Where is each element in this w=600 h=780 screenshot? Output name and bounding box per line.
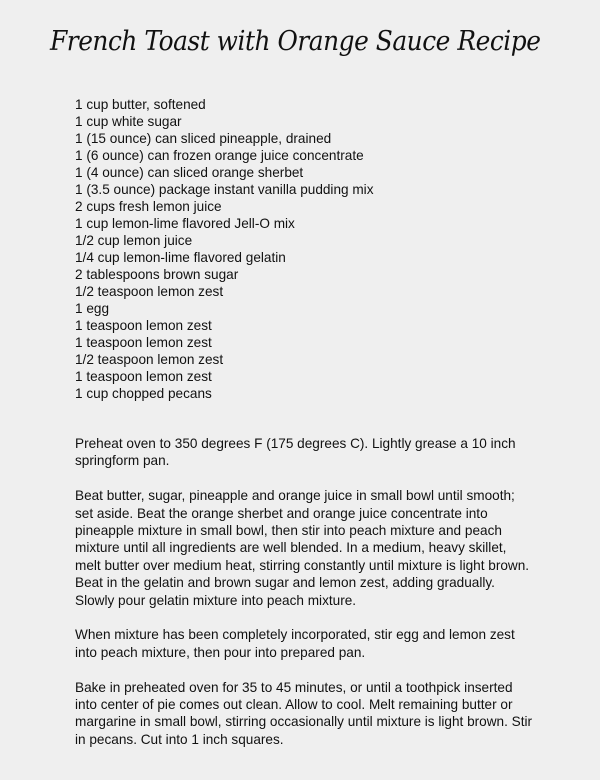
direction-step: Beat butter, sugar, pineapple and orange juice in small bowl until smooth; set aside. Beat the orange sherbet and orange juice concentrate into pineapple mixture in small bowl, then stir into peach mixture and peach mixture until all ingredients are well blended. In a medium, heavy skillet, melt butter over medium heat, stirring constantly until mixture is light brown. Beat in the gelatin and brown sugar and lemon zest, adding gradually. Slowly pour gelatin mixture into peach mixture.: [75, 488, 530, 608]
ingredient-item: 2 cups fresh lemon juice: [75, 199, 222, 214]
ingredient-item: 1 teaspoon lemon zest: [75, 369, 212, 384]
ingredient-item: 1 (4 ounce) can sliced orange sherbet: [75, 165, 304, 180]
direction-step: Preheat oven to 350 degrees F (175 degrees C). Lightly grease a 10 inch springform pan.: [75, 436, 516, 469]
directions: [75, 435, 535, 766]
direction-step: When mixture has been completely incorporated, stir egg and lemon zest into peach mixture, then pour into prepared pan.: [75, 627, 515, 660]
ingredient-item: 1 cup lemon-lime flavored Jell-O mix: [75, 216, 295, 231]
ingredient-item: 1 cup chopped pecans: [75, 386, 212, 401]
ingredient-item: 1 egg: [75, 301, 110, 316]
ingredient-item: 1 (15 ounce) can sliced pineapple, drained: [75, 131, 332, 146]
ingredient-item: 1/2 teaspoon lemon zest: [75, 352, 224, 367]
ingredient-item: 1/2 teaspoon lemon zest: [75, 284, 224, 299]
ingredient-item: 1/2 cup lemon juice: [75, 233, 193, 248]
ingredient-item: 1 (6 ounce) can frozen orange juice concentrate: [75, 148, 364, 163]
ingredient-item: 1 teaspoon lemon zest: [75, 318, 212, 333]
ingredient-item: 1 (3.5 ounce) package instant vanilla pudding mix: [75, 182, 374, 197]
ingredient-item: 1 cup white sugar: [75, 114, 182, 129]
recipe-title: French Toast with Orange Sauce Recipe: [50, 26, 541, 57]
ingredient-item: 2 tablespoons brown sugar: [75, 267, 239, 282]
ingredient-item: 1 teaspoon lemon zest: [75, 335, 212, 350]
ingredient-item: 1 cup butter, softened: [75, 97, 206, 112]
ingredient-item: 1/4 cup lemon-lime flavored gelatin: [75, 250, 286, 265]
ingredients-list: [75, 96, 374, 402]
direction-step: Bake in preheated oven for 35 to 45 minutes, or until a toothpick inserted into center of pie comes out clean. Allow to cool. Melt remaining butter or margarine in small bowl, stirring occasionally until mixture is light brown. Stir in pecans. Cut into 1 inch squares.: [75, 679, 533, 747]
